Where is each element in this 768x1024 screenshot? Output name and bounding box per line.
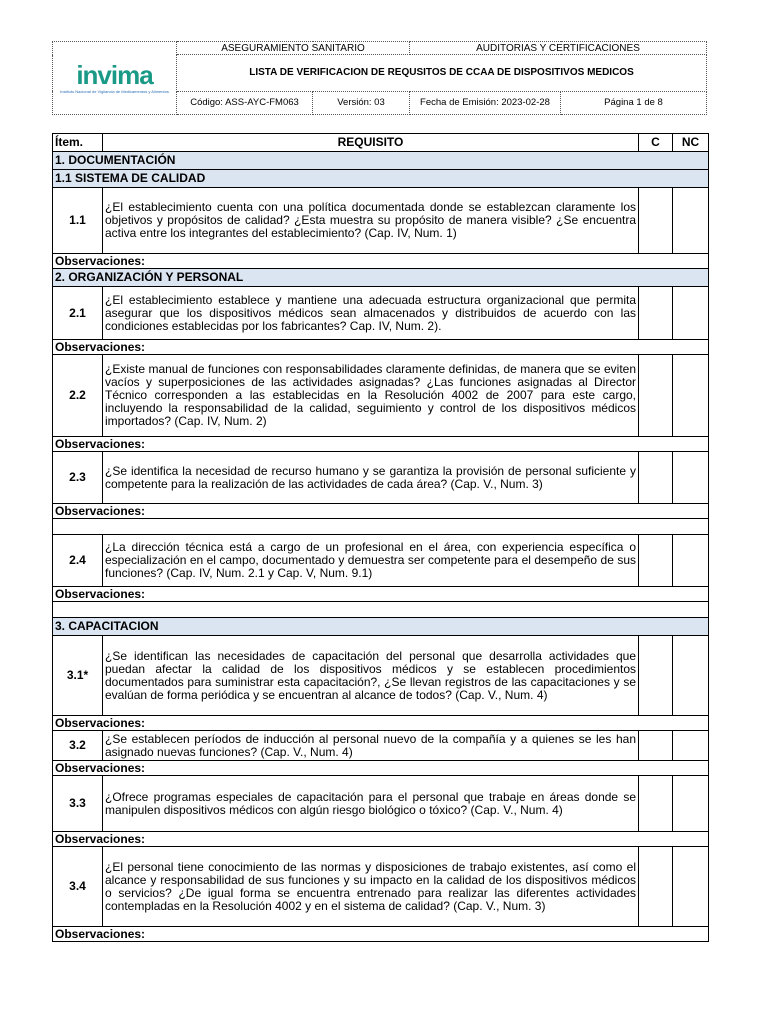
page-number: Página 1 de 8: [561, 91, 707, 114]
observations-label[interactable]: Observaciones:: [53, 832, 709, 847]
emission-date: Fecha de Emisión: 2023-02-28: [410, 91, 561, 114]
observations-label[interactable]: Observaciones:: [53, 716, 709, 731]
subsection-row: [53, 170, 709, 188]
area-left: ASEGURAMIENTO SANITARIO: [177, 42, 410, 55]
area-right: AUDITORIAS Y CERTIFICACIONES: [410, 42, 707, 55]
non-compliant-cell[interactable]: [673, 188, 709, 254]
requirement-text: ¿El establecimiento establece y mantiene una adecuada estructura organizacional que permita asegurar que los dispositivos médicos sean almacenados y distribuidos de acuerdo con las condiciones establecidas por los fabricantes? Cap. IV, Num. 2).: [103, 287, 639, 340]
section-row: [53, 618, 709, 636]
observations-row: [53, 254, 709, 269]
non-compliant-cell[interactable]: [673, 535, 709, 587]
compliant-cell[interactable]: [639, 535, 673, 587]
non-compliant-cell[interactable]: [673, 776, 709, 832]
requirement-text: ¿Ofrece programas especiales de capacitación para el personal que trabaje en áreas donde se manipulen dispositivos médicos con algún riesgo biológico o tóxico? (Cap. V., Num. 4): [103, 776, 639, 832]
non-compliant-cell[interactable]: [673, 636, 709, 716]
observations-row: [53, 340, 709, 355]
compliant-cell[interactable]: [639, 452, 673, 504]
observations-label[interactable]: Observaciones:: [53, 340, 709, 355]
requirement-text: ¿Existe manual de funciones con responsabilidades claramente definidas, de manera que se eviten vacíos y superposiciones de las actividades asignadas? ¿Las funciones asignadas al Director Técnico corresponden a las establecidas en la Resolución 4002 de 2007 para este cargo, incluyendo la responsabilidad de la calidad, seguimiento y control de los dispositivos médicos importados? (Cap. IV, Num. 2): [103, 355, 639, 437]
col-c-header: C: [639, 134, 673, 152]
compliant-cell[interactable]: [639, 731, 673, 761]
logo-subtitle: Instituto Nacional de Vigilancia de Medicamentos y Alimentos: [60, 89, 169, 94]
blank-cell[interactable]: [53, 519, 709, 535]
item-number: 2.4: [53, 535, 103, 587]
invima-logo: [53, 62, 176, 94]
document-title: LISTA DE VERIFICACION DE REQUSITOS DE CCAA DE DISPOSITIVOS MEDICOS: [177, 55, 707, 92]
compliant-cell[interactable]: [639, 355, 673, 437]
item-number: 3.4: [53, 847, 103, 927]
observations-label[interactable]: Observaciones:: [53, 254, 709, 269]
requirement-row: [53, 535, 709, 587]
observations-row: [53, 437, 709, 452]
logo-wordmark: invima: [76, 60, 153, 90]
item-number: 3.1*: [53, 636, 103, 716]
observations-row: [53, 832, 709, 847]
document-version: Versión: 03: [313, 91, 410, 114]
observations-row: [53, 504, 709, 519]
requirement-text: ¿La dirección técnica está a cargo de un profesional en el área, con experiencia específica o especialización en el campo, documentado y demuestra ser competente para el desempeño de sus funciones? (Cap. IV, Num. 2.1 y Cap. V, Num. 9.1): [103, 535, 639, 587]
requirement-row: [53, 355, 709, 437]
section-title: 3. CAPACITACION: [53, 618, 709, 636]
compliant-cell[interactable]: [639, 287, 673, 340]
observations-row: [53, 761, 709, 776]
requirement-text: ¿Se identifican las necesidades de capacitación del personal que desarrolla actividades que puedan afectar la calidad de los dispositivos médicos y se establecen procedimientos documentados para suministrar esta capacitación?, ¿Se llevan registros de las capacitaciones y se evalúan de forma periódica y se encuentran al alcance de todos? (Cap. V., Num. 4): [103, 636, 639, 716]
non-compliant-cell[interactable]: [673, 452, 709, 504]
non-compliant-cell[interactable]: [673, 287, 709, 340]
subsection-title: 1.1 SISTEMA DE CALIDAD: [53, 170, 709, 188]
requirement-row: [53, 847, 709, 927]
observations-label[interactable]: Observaciones:: [53, 437, 709, 452]
observations-label[interactable]: Observaciones:: [53, 761, 709, 776]
observations-row: [53, 716, 709, 731]
col-requirement-header: REQUISITO: [103, 134, 639, 152]
requirement-text: ¿El establecimiento cuenta con una política documentada donde se establezcan claramente los objetivos y propósitos de calidad? ¿Esta muestra su propósito de manera visible? ¿Se encuentra activa entre los integrantes del establecimiento? (Cap. IV, Num. 1): [103, 188, 639, 254]
requirement-row: [53, 636, 709, 716]
section-title: 1. DOCUMENTACIÓN: [53, 152, 709, 170]
section-title: 2. ORGANIZACIÓN Y PERSONAL: [53, 269, 709, 287]
document-header: [52, 41, 707, 115]
checklist-table: [52, 133, 709, 942]
blank-cell[interactable]: [53, 602, 709, 618]
compliant-cell[interactable]: [639, 847, 673, 927]
col-nc-header: NC: [673, 134, 709, 152]
observations-label[interactable]: Observaciones:: [53, 504, 709, 519]
requirement-row: [53, 188, 709, 254]
observations-row: [53, 927, 709, 942]
requirement-row: [53, 452, 709, 504]
section-row: [53, 269, 709, 287]
requirement-row: [53, 776, 709, 832]
observations-row: [53, 587, 709, 602]
item-number: 3.3: [53, 776, 103, 832]
compliant-cell[interactable]: [639, 188, 673, 254]
section-row: [53, 152, 709, 170]
item-number: 1.1: [53, 188, 103, 254]
requirement-text: ¿Se identifica la necesidad de recurso humano y se garantiza la provisión de personal suficiente y competente para la realización de las actividades de cada área? (Cap. V., Num. 3): [103, 452, 639, 504]
non-compliant-cell[interactable]: [673, 355, 709, 437]
item-number: 2.2: [53, 355, 103, 437]
requirement-row: [53, 287, 709, 340]
non-compliant-cell[interactable]: [673, 847, 709, 927]
requirement-row: [53, 731, 709, 761]
requirement-text: ¿El personal tiene conocimiento de las normas y disposiciones de trabajo existentes, así como el alcance y responsabilidad de sus funciones y su impacto en la calidad de los dispositivos médicos o servicios? ¿De igual forma se encuentra entrenado para realizar las diferentes actividades contempladas en la Resolución 4002 y en el sistema de calidad? (Cap. V., Num. 3): [103, 847, 639, 927]
logo-cell: [53, 42, 177, 115]
non-compliant-cell[interactable]: [673, 731, 709, 761]
observations-label[interactable]: Observaciones:: [53, 587, 709, 602]
col-item-header: Ítem.: [53, 134, 103, 152]
table-header-row: [53, 134, 709, 152]
blank-row: [53, 602, 709, 618]
item-number: 2.3: [53, 452, 103, 504]
requirement-text: ¿Se establecen períodos de inducción al personal nuevo de la compañía y a quienes se les han asignado nuevas funciones? (Cap. V., Num. 4): [103, 731, 639, 761]
compliant-cell[interactable]: [639, 636, 673, 716]
observations-label[interactable]: Observaciones:: [53, 927, 709, 942]
blank-row: [53, 519, 709, 535]
compliant-cell[interactable]: [639, 776, 673, 832]
item-number: 2.1: [53, 287, 103, 340]
item-number: 3.2: [53, 731, 103, 761]
document-code: Código: ASS-AYC-FM063: [177, 91, 313, 114]
